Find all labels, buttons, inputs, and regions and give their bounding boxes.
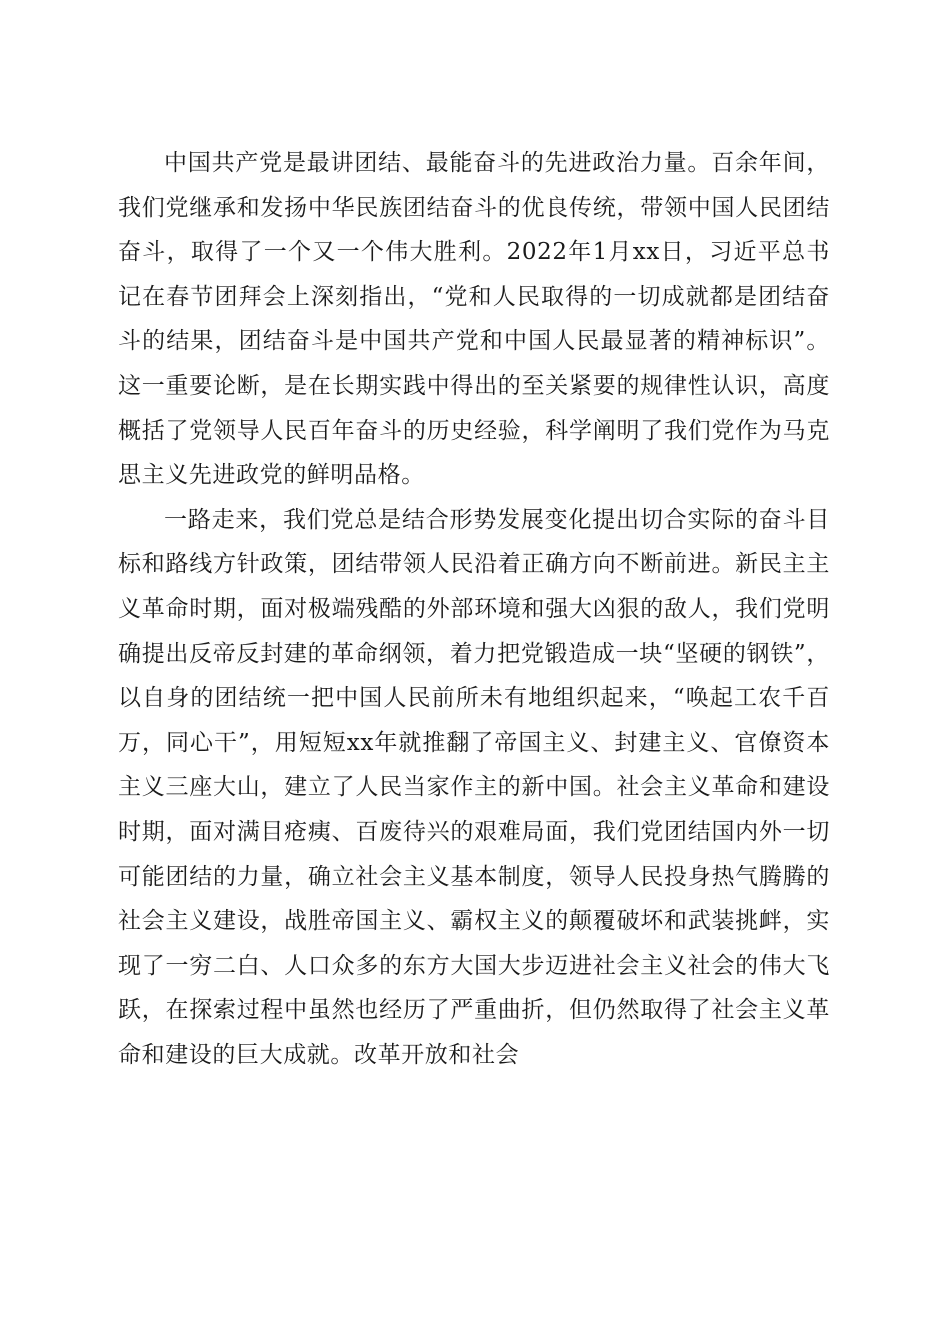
document-body [118,141,830,1077]
paragraph-1: 中国共产党是最讲团结、最能奋斗的先进政治力量。百余年间，我们党继承和发扬中华民族团结奋斗的优良传统，带领中国人民团结奋斗，取得了一个又一个伟大胜利。2022年1月xx日，习近平总书记在春节团拜会上深刻指出，“党和人民取得的一切成就都是团结奋斗的结果，团结奋斗是中国共产党和中国人民最显著的精神标识”。这一重要论断，是在长期实践中得出的至关紧要的规律性认识，高度概括了党领导人民百年奋斗的历史经验，科学阐明了我们党作为马克思主义先进政党的鲜明品格。 [118,150,830,489]
paragraph-2: 一路走来，我们党总是结合形势发展变化提出切合实际的奋斗目标和路线方针政策，团结带领人民沿着正确方向不断前进。新民主主义革命时期，面对极端残酷的外部环境和强大凶狠的敌人，我们党明确提出反帝反封建的革命纲领，着力把党锻造成一块“坚硬的钢铁”，以自身的团结统一把中国人民前所未有地组织起来，“唤起工农千百万，同心干”，用短短xx年就推翻了帝国主义、封建主义、官僚资本主义三座大山，建立了人民当家作主的新中国。社会主义革命和建设时期，面对满目疮痍、百废待兴的艰难局面，我们党团结国内外一切可能团结的力量，确立社会主义基本制度，领导人民投身热气腾腾的社会主义建设，战胜帝国主义、霸权主义的颠覆破坏和武装挑衅，实现了一穷二白、人口众多的东方大国大步迈进社会主义社会的伟大飞跃，在探索过程中虽然也经历了严重曲折，但仍然取得了社会主义革命和建设的巨大成就。改革开放和社会 [118,506,830,1068]
